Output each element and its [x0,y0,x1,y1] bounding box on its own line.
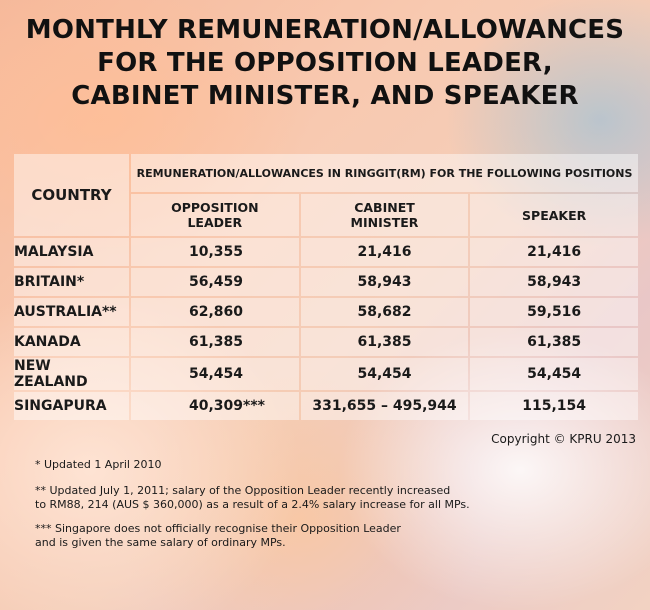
cabinet-minister-cell: 58,943 [301,268,469,296]
country-cell: KANADA [14,328,129,356]
country-cell: BRITAIN* [14,268,129,296]
speaker-cell: 115,154 [470,392,638,420]
cabinet-minister-cell: 61,385 [301,328,469,356]
table-row [14,358,638,390]
opposition-leader-cell: 54,454 [131,358,299,390]
speaker-cell: 61,385 [470,328,638,356]
country-cell: MALAYSIA [14,238,129,266]
table-row [14,238,638,266]
positions-group-header: REMUNERATION/ALLOWANCES IN RINGGIT(RM) FOR THE FOLLOWING POSITIONS [131,154,638,192]
opposition-leader-cell: 62,860 [131,298,299,326]
cabinet-minister-cell: 21,416 [301,238,469,266]
cabinet-header-line-2: MINISTER [350,215,419,230]
opposition-leader-cell: 40,309*** [131,392,299,420]
table-row [14,392,638,420]
footnote-2-line-1: ** Updated July 1, 2011; salary of the Opposition Leader recently increased [35,484,451,497]
table-header-row [14,154,638,192]
speaker-cell: 58,943 [470,268,638,296]
table-row [14,298,638,326]
cabinet-minister-column-header [301,194,469,236]
opposition-header-line-1: OPPOSITION [171,200,259,215]
footnote-1: * Updated 1 April 2010 [35,458,162,471]
footnotes [35,458,555,560]
opposition-leader-cell: 10,355 [131,238,299,266]
country-cell: AUSTRALIA** [14,298,129,326]
footnote-2 [35,484,555,512]
footnote-2-line-2: to RM88, 214 (AUS $ 360,000) as a result of a 2.4% salary increase for all MPs. [35,498,470,511]
country-cell: SINGAPURA [14,392,129,420]
remuneration-table [12,152,640,422]
table-row [14,328,638,356]
speaker-cell: 21,416 [470,238,638,266]
cabinet-minister-cell: 54,454 [301,358,469,390]
footnote-3-line-1: *** Singapore does not officially recognise their Opposition Leader [35,522,401,535]
table-row [14,268,638,296]
copyright-text: Copyright © KPRU 2013 [491,432,636,446]
footnote-3 [35,522,555,550]
speaker-cell: 59,516 [470,298,638,326]
cabinet-header-line-1: CABINET [354,200,415,215]
title-line-3: CABINET MINISTER, AND SPEAKER [71,81,579,111]
opposition-leader-column-header [131,194,299,236]
opposition-header-line-2: LEADER [187,215,243,230]
footnote-3-line-2: and is given the same salary of ordinary MPs. [35,536,286,549]
speaker-column-header: SPEAKER [470,194,638,236]
opposition-leader-cell: 56,459 [131,268,299,296]
cabinet-minister-cell: 58,682 [301,298,469,326]
title-line-2: FOR THE OPPOSITION LEADER, [97,48,553,78]
opposition-leader-cell: 61,385 [131,328,299,356]
cabinet-minister-cell: 331,655 – 495,944 [301,392,469,420]
title-line-1: MONTHLY REMUNERATION/ALLOWANCES [25,15,625,45]
page-title [0,14,650,113]
country-cell: NEW ZEALAND [14,358,129,390]
country-column-header: COUNTRY [14,154,129,236]
speaker-cell: 54,454 [470,358,638,390]
